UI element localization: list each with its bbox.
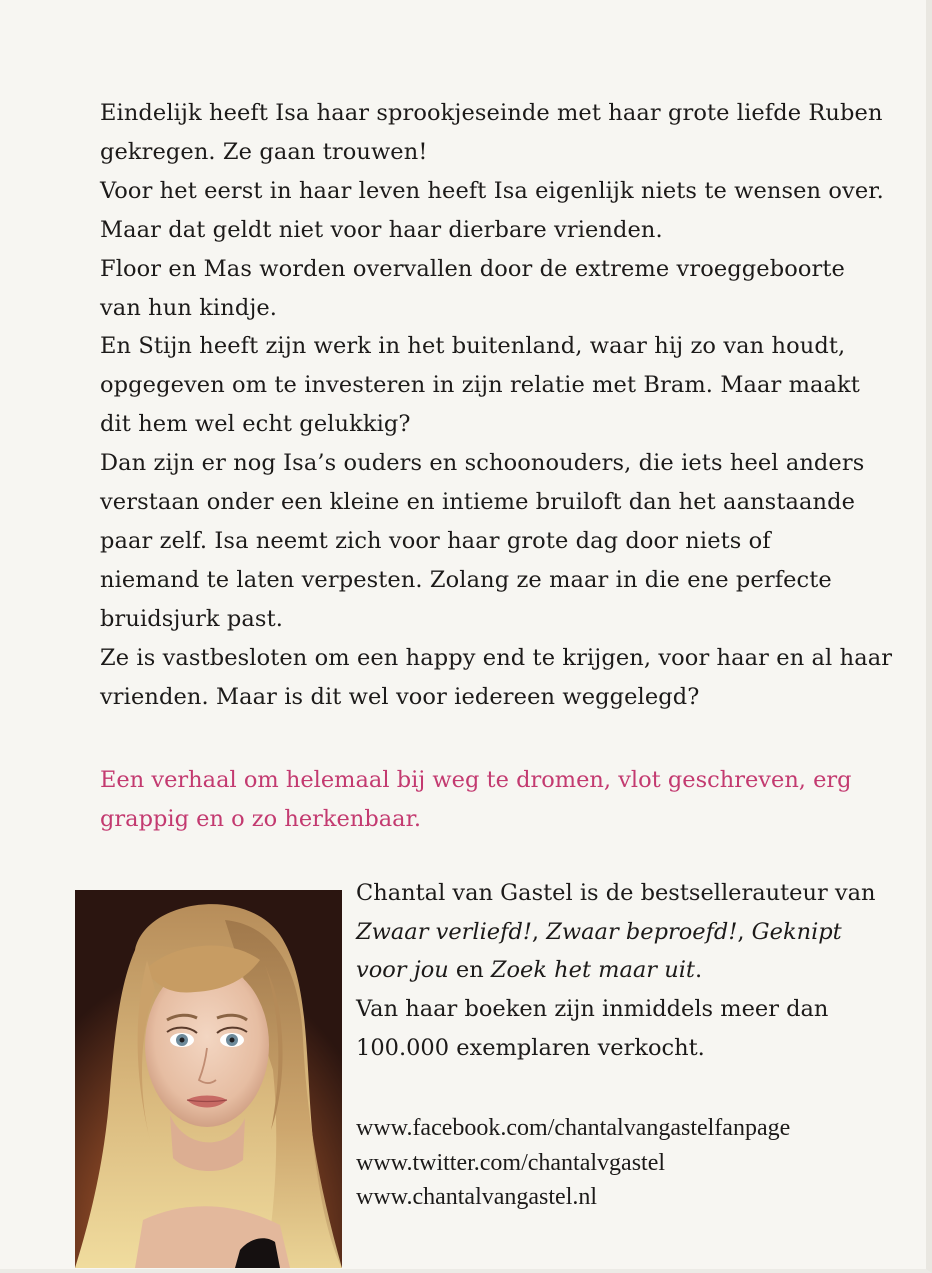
tagline — [100, 761, 900, 839]
author-photo — [75, 890, 342, 1268]
book-title: Zwaar beproefd! — [546, 918, 738, 945]
facebook-link[interactable]: www.facebook.com/chantalvangastelfanpage — [356, 1115, 791, 1141]
blurb-line: Floor en Mas worden overvallen door de extreme vroeggeboorte — [100, 255, 845, 282]
blurb-line: vrienden. Maar is dit wel voor iedereen weggelegd? — [100, 683, 700, 710]
book-title: Zwaar verliefd! — [356, 918, 532, 945]
separator: , — [531, 918, 547, 945]
bio-line: 100.000 exemplaren verkocht. — [356, 1034, 705, 1061]
tagline-line: Een verhaal om helemaal bij weg te dromen, vlot geschreven, erg — [100, 767, 852, 793]
blurb-line: bruidsjurk past. — [100, 605, 283, 632]
blurb-text — [100, 94, 910, 717]
website-link[interactable]: www.chantalvangastel.nl — [356, 1184, 598, 1210]
blurb-line: Ze is vastbesloten om een happy end te krijgen, voor haar en al haar — [100, 644, 893, 671]
blurb-line: opgegeven om te investeren in zijn relatie met Bram. Maar maakt — [100, 372, 860, 399]
bio-line — [356, 874, 916, 913]
blurb-line: Voor het eerst in haar leven heeft Isa eigenlijk niets te wensen over. — [100, 177, 884, 204]
book-title: Geknipt — [751, 918, 842, 945]
bio-intro: Chantal van Gastel is de bestsellerauteur van — [356, 880, 876, 906]
blurb-line: Maar dat geldt niet voor haar dierbare vrienden. — [100, 216, 663, 243]
blurb-line: paar zelf. Isa neemt zich voor haar grote dag door niets of — [100, 527, 771, 554]
blurb-line: verstaan onder een kleine en intieme bruiloft dan het aanstaande — [100, 489, 855, 516]
blurb-line: niemand te laten verpesten. Zolang ze maar in die ene perfecte — [100, 566, 832, 593]
book-title: Zoek het maar uit — [490, 957, 695, 984]
blurb-line: Dan zijn er nog Isa’s ouders en schoonouders, die iets heel anders — [100, 450, 865, 477]
conjunction: en — [448, 957, 491, 984]
author-bio — [356, 874, 916, 1068]
blurb-line: En Stijn heeft zijn werk in het buitenland, waar hij zo van houdt, — [100, 333, 846, 360]
bio-line — [356, 951, 916, 990]
bio-line: Van haar boeken zijn inmiddels meer dan — [356, 996, 829, 1023]
bio-line — [356, 913, 916, 952]
period: . — [694, 957, 703, 984]
tagline-line: grappig en o zo herkenbaar. — [100, 806, 422, 832]
separator: , — [737, 918, 752, 945]
author-links — [356, 1111, 926, 1215]
blurb-line: gekregen. Ze gaan trouwen! — [100, 138, 428, 165]
blurb-line: dit hem wel echt gelukkig? — [100, 411, 411, 438]
book-title: voor jou — [356, 957, 449, 984]
blurb-line: Eindelijk heeft Isa haar sprookjeseinde met haar grote liefde Ruben — [100, 100, 883, 126]
twitter-link[interactable]: www.twitter.com/chantalvgastel — [356, 1149, 666, 1176]
blurb-line: van hun kindje. — [100, 294, 278, 321]
